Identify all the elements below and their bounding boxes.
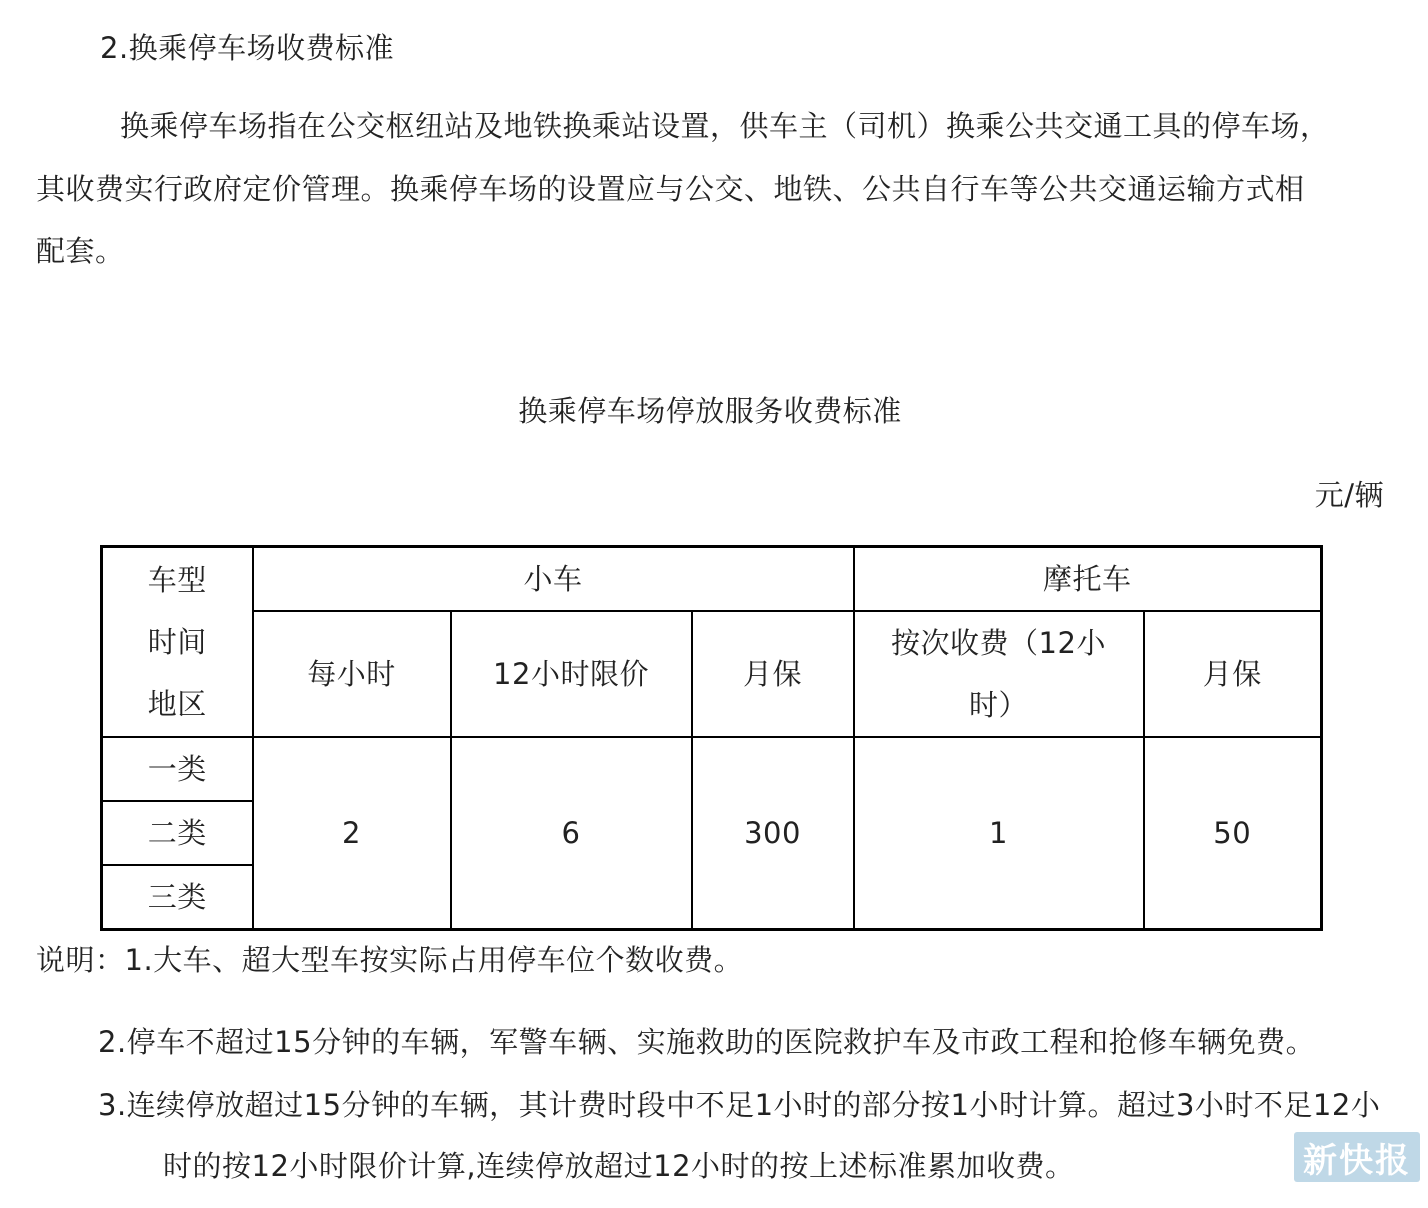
value-monthly-moto: 50	[1144, 737, 1322, 930]
corner-label-time: 时间	[147, 625, 207, 659]
col-header-hourly: 每小时	[253, 611, 451, 737]
publisher-watermark-logo: 新快报	[1294, 1132, 1420, 1182]
group-header-motorcycle: 摩托车	[854, 547, 1322, 612]
intro-paragraph-line: 其收费实行政府定价管理。换乘停车场的设置应与公交、地铁、公共自行车等公共交通运输方式相	[36, 172, 1305, 206]
region-cell-class-2: 二类	[102, 801, 253, 865]
table-subheader-row	[102, 611, 1322, 737]
unit-label: 元/辆	[1314, 478, 1384, 512]
table-title: 换乘停车场停放服务收费标准	[518, 394, 902, 428]
note-line: 时的按12小时限价计算,连续停放超过12小时的按上述标准累加收费。	[163, 1149, 1075, 1183]
value-per-visit: 1	[854, 737, 1144, 930]
section-heading: 2.换乘停车场收费标准	[100, 31, 395, 65]
intro-paragraph-line: 配套。	[36, 234, 125, 268]
corner-label-region: 地区	[147, 687, 207, 721]
region-cell-class-1: 一类	[102, 737, 253, 801]
col-header-monthly-moto: 月保	[1144, 611, 1322, 737]
value-monthly-car: 300	[692, 737, 854, 930]
col-header-monthly-car: 月保	[692, 611, 854, 737]
table-row	[102, 737, 1322, 801]
per-visit-label-line: 时）	[968, 688, 1028, 722]
value-12h-cap: 6	[451, 737, 692, 930]
group-header-small-car: 小车	[253, 547, 854, 612]
per-visit-label-line: 按次收费（12小	[891, 626, 1106, 660]
col-header-12h-cap: 12小时限价	[451, 611, 692, 737]
table-header-row	[102, 547, 1322, 612]
value-hourly: 2	[253, 737, 451, 930]
region-cell-class-3: 三类	[102, 865, 253, 930]
intro-paragraph-line: 换乘停车场指在公交枢纽站及地铁换乘站设置，供车主（司机）换乘公共交通工具的停车场，	[120, 109, 1330, 143]
col-header-per-visit	[854, 611, 1144, 737]
fee-table	[100, 545, 1323, 931]
note-line: 2.停车不超过15分钟的车辆，军警车辆、实施救助的医院救护车及市政工程和抢修车辆免费。	[98, 1025, 1316, 1059]
corner-label-vehicle-type: 车型	[147, 563, 207, 597]
corner-header-cell	[102, 547, 253, 738]
note-line: 说明：1.大车、超大型车按实际占用停车位个数收费。	[36, 943, 744, 977]
note-line: 3.连续停放超过15分钟的车辆，其计费时段中不足1小时的部分按1小时计算。超过3小时不足12小	[98, 1088, 1381, 1122]
